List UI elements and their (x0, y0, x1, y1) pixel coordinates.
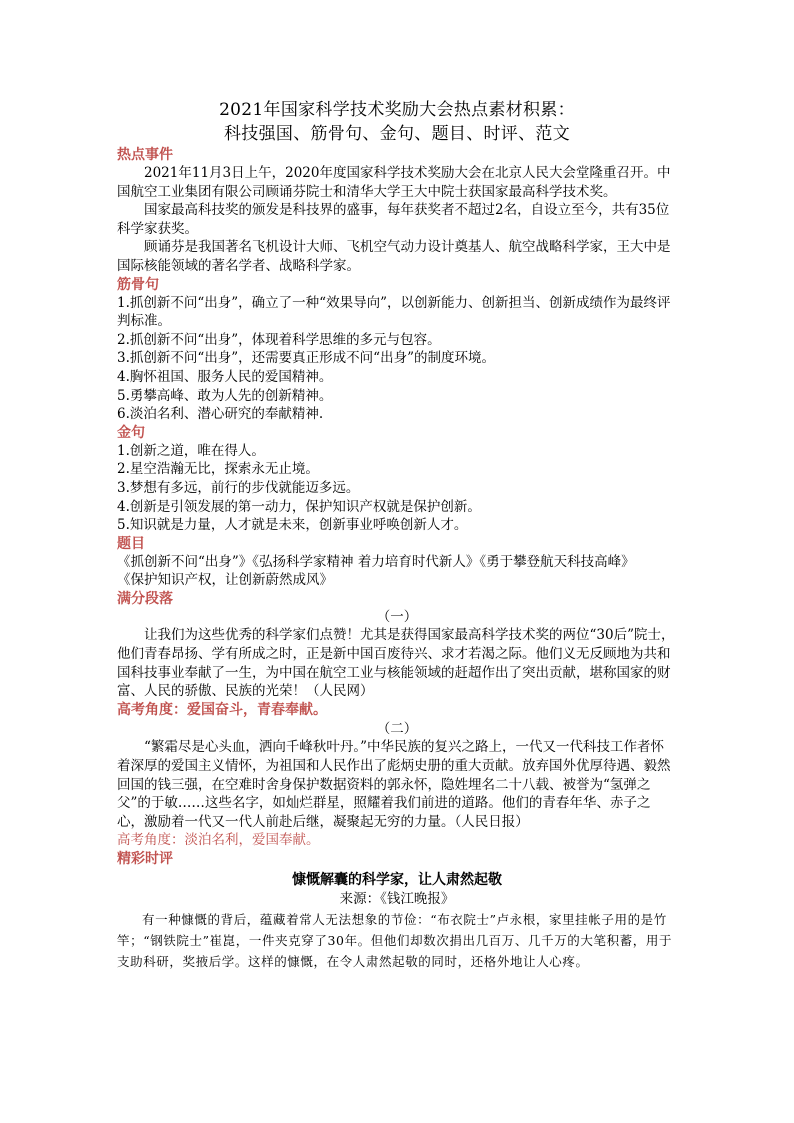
exam-angle: 高考角度：爱国奋斗，青春奉献。 (117, 701, 327, 718)
topics-heading: 题目 (117, 535, 145, 552)
title-line-2: 科技强国、筋骨句、金句、题目、时评、范文 (224, 124, 570, 144)
essay-source: 来源：《钱江晚报》 (339, 891, 455, 908)
hot-event-heading: 热点事件 (117, 147, 173, 163)
hot-event-paragraph: 顾诵芬是我国著名飞机设计大师、飞机空气动力设计奠基人、航空战略科学家，王大中是国际核能领域的著名学者、战略科学家。 (117, 239, 671, 274)
sinew-heading: 筋骨句 (117, 276, 159, 293)
document-title (117, 98, 677, 146)
golden-item: 2.星空浩瀚无比，探索永无止境。 (117, 461, 319, 478)
sinew-item: 5.勇攀高峰、敢为人先的创新精神。 (117, 387, 333, 404)
sinew-item: 2.抓创新不问“出身”，体现着科学思维的多元与包容。 (117, 331, 441, 348)
golden-item: 1.创新之道，唯在得人。 (117, 442, 265, 459)
hot-event-paragraph: 国家最高科技奖的颁发是科技界的盛事，每年获奖者不超过2名，自设立至今，共有35位科学家获奖。 (117, 202, 670, 237)
sinew-item: 3.抓创新不问“出身”，还需要真正形成不问“出身”的制度环境。 (117, 350, 495, 367)
golden-item: 5.知识就是力量，人才就是未来，创新事业呼唤创新人才。 (117, 517, 468, 534)
exam-angle: 高考角度：淡泊名利，爱国奉献。 (117, 832, 320, 849)
section-number: （二） (376, 720, 418, 737)
golden-list (117, 442, 677, 535)
sinew-list (117, 294, 677, 424)
golden-heading: 金句 (117, 424, 145, 441)
commentary-heading: 精彩时评 (117, 851, 173, 868)
section-text: 让我们为这些优秀的科学家们点赞！尤其是获得国家最高科学技术奖的两位“30后”院士，他们青春昂扬、学有所成之时，正是新中国百废待兴、求才若渴之际。他们义无反顾地为共和国科技事业奉献了一生，为中国在航空工业与核能领域的赶超作出了突出贡献，堪称国家的财富、人民的骄傲、民族的光荣！（人民网） (117, 627, 675, 700)
golden-item: 3.梦想有多远，前行的步伐就能迈多远。 (117, 479, 360, 496)
sinew-item: 6.淡泊名利、潜心研究的奉献精神. (117, 406, 324, 423)
document-page (117, 98, 677, 972)
topics-line: 《抓创新不问“出身”》《弘扬科学家精神 着力培育时代新人》《勇于攀登航天科技高峰》 (117, 553, 635, 570)
sinew-item: 1.抓创新不问“出身”，确立了一种“效果导向”，以创新能力、创新担当、创新成绩作为最终评判标准。 (117, 294, 671, 330)
hot-event-paragraph: 2021年11月3日上午，2020年度国家科学技术奖励大会在北京人民大会堂隆重召开。中国航空工业集团有限公司顾诵芬院士和清华大学王大中院士获国家最高科学技术奖。 (117, 165, 671, 200)
full-score-heading: 满分段落 (117, 590, 173, 607)
title-line-1: 2021年国家科学技术奖励大会热点素材积累： (219, 100, 575, 120)
essay-title: 慷慨解囊的科学家，让人肃然起敬 (292, 872, 502, 889)
essay-body: 有一种慷慨的背后，蕴藏着常人无法想象的节俭：“布衣院士”卢永根，家里挂帐子用的是竹竿；“钢铁院士”崔崑，一件夹克穿了30年。但他们却数次捐出几百万、几千万的大笔积蓄，用于支助科研，奖掖后学。这样的慷慨，在令人肃然起敬的同时，还格外地让人心疼。 (117, 912, 673, 970)
golden-item: 4.创新是引领发展的第一动力，保护知识产权就是保护创新。 (117, 498, 481, 515)
section-text: “繁霜尽是心头血，洒向千峰秋叶丹。”中华民族的复兴之路上，一代又一代科技工作者怀着深厚的爱国主义情怀，为祖国和人民作出了彪炳史册的重大贡献。放弃国外优厚待遇、毅然回国的钱三强，在空难时舍身保护数据资料的郭永怀，隐姓埋名二十八载、被誉为“氢弹之父”的于敏……这些名字，如灿烂群星，照耀着我们前进的道路。他们的青春年华、赤子之心，激励着一代又一代人前赴后继，凝聚起无穷的力量。（人民日报） (117, 739, 671, 830)
sinew-item: 4.胸怀祖国、服务人民的爱国精神。 (117, 368, 333, 385)
section-number: （一） (376, 608, 418, 625)
topics-line: 《保护知识产权，让创新蔚然成风》 (117, 572, 333, 589)
